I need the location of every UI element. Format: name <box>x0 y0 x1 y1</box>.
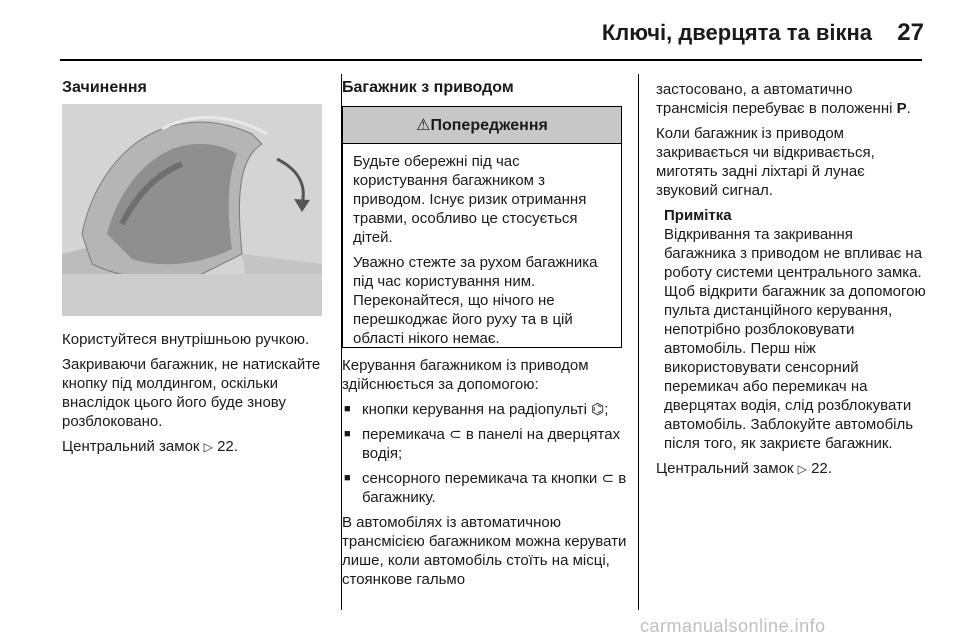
gear-position-p: P <box>896 100 907 117</box>
watermark: carmanualsonline.info <box>640 616 826 636</box>
cross-reference[interactable] <box>62 437 327 457</box>
section-heading: Зачинення <box>62 79 147 96</box>
paragraph: Користуйтеся внутрішньою ручкою. <box>62 331 310 348</box>
left-column-text <box>62 330 327 463</box>
note-body: Відкривання та закривання багажника з приводом не впливає на роботу системи центрального замка. Щоб відкрити багажник за допомогою пульта дистанційного керування, непотрібно розблоковувати автомобіль. Перш ніж використовувати сенсорний перемикач або перемикач на дверцятах водія, слід розблокувати автомобіль. Заблокуйте автомобіль після того, як закриєте багажник. <box>664 226 926 452</box>
warning-header <box>343 107 621 144</box>
list-item <box>342 400 627 419</box>
page-ref-arrow-icon: ▷ <box>797 462 807 476</box>
trunk-switch-icon: ⊂ <box>601 469 615 487</box>
header-rule <box>60 59 922 61</box>
reference-page: 22. <box>811 460 832 477</box>
list-item <box>342 425 627 463</box>
paragraph-text: застосовано, а автоматично трансмісія перебуває в положенні <box>656 81 897 117</box>
note-title: Примітка <box>664 207 732 224</box>
middle-column-heading <box>342 78 622 97</box>
trunk-switch-icon: ⊂ <box>449 425 462 443</box>
left-column <box>62 78 327 97</box>
section-heading: Багажник з приводом <box>342 79 514 96</box>
page-title: Ключі, дверцята та вікна <box>601 20 872 45</box>
list-item <box>342 469 627 507</box>
page-number: 27 <box>897 19 924 46</box>
list-item-text: в багажнику. <box>362 470 627 506</box>
middle-column-text <box>342 356 627 595</box>
paragraph: Закриваючи багажник, не натискайте кнопку під молдингом, оскільки внаслідок цього його буде знову розблоковано. <box>62 356 321 430</box>
warning-box <box>342 106 622 348</box>
warning-paragraph: Будьте обережні під час користування багажником з приводом. Існує ризик отримання травми, особливо це стосується дітей. <box>353 153 587 246</box>
right-column <box>656 80 926 485</box>
reference-label: Центральний замок <box>62 438 200 455</box>
warning-paragraph: Уважно стежте за рухом багажника під час користування ним. Переконайтеся, що нічого не перешкоджає його руху та в цій області нікого немає. <box>353 254 598 347</box>
paragraph: Керування багажником із приводом здійснюється за допомогою: <box>342 357 589 393</box>
paragraph: В автомобілях із автоматичною трансмісією багажником можна керувати лише, коли автомобіль стоїть на місці, стоянкове гальмо <box>342 514 627 588</box>
list-item-text: кнопки керування на радіопульті <box>362 401 587 418</box>
paragraph-text: . <box>906 100 911 117</box>
warning-title: Попередження <box>430 117 548 134</box>
cross-reference[interactable] <box>656 459 926 479</box>
list-item-text: ; <box>604 401 609 418</box>
reference-page: 22. <box>217 438 238 455</box>
car-key-icon: ⌬ <box>591 400 605 418</box>
page-ref-arrow-icon: ▷ <box>203 440 213 454</box>
note-block <box>656 206 926 453</box>
page-header <box>0 0 960 60</box>
column-divider <box>638 74 639 610</box>
warning-triangle-icon: ⚠ <box>416 115 431 134</box>
paragraph <box>656 80 926 118</box>
reference-label: Центральний замок <box>656 460 794 477</box>
warning-body <box>343 144 621 348</box>
list-item-text: сенсорного перемикача та кнопки <box>362 470 598 487</box>
paragraph: Коли багажник із приводом закривається чи відкривається, миготять задні ліхтарі й лунає звуковий сигнал. <box>656 125 875 199</box>
list-item-text: перемикача <box>362 426 445 443</box>
list-item-text: в панелі на дверцятах водія; <box>362 426 621 462</box>
control-list <box>342 400 627 507</box>
trunk-lid-photo <box>62 104 322 316</box>
